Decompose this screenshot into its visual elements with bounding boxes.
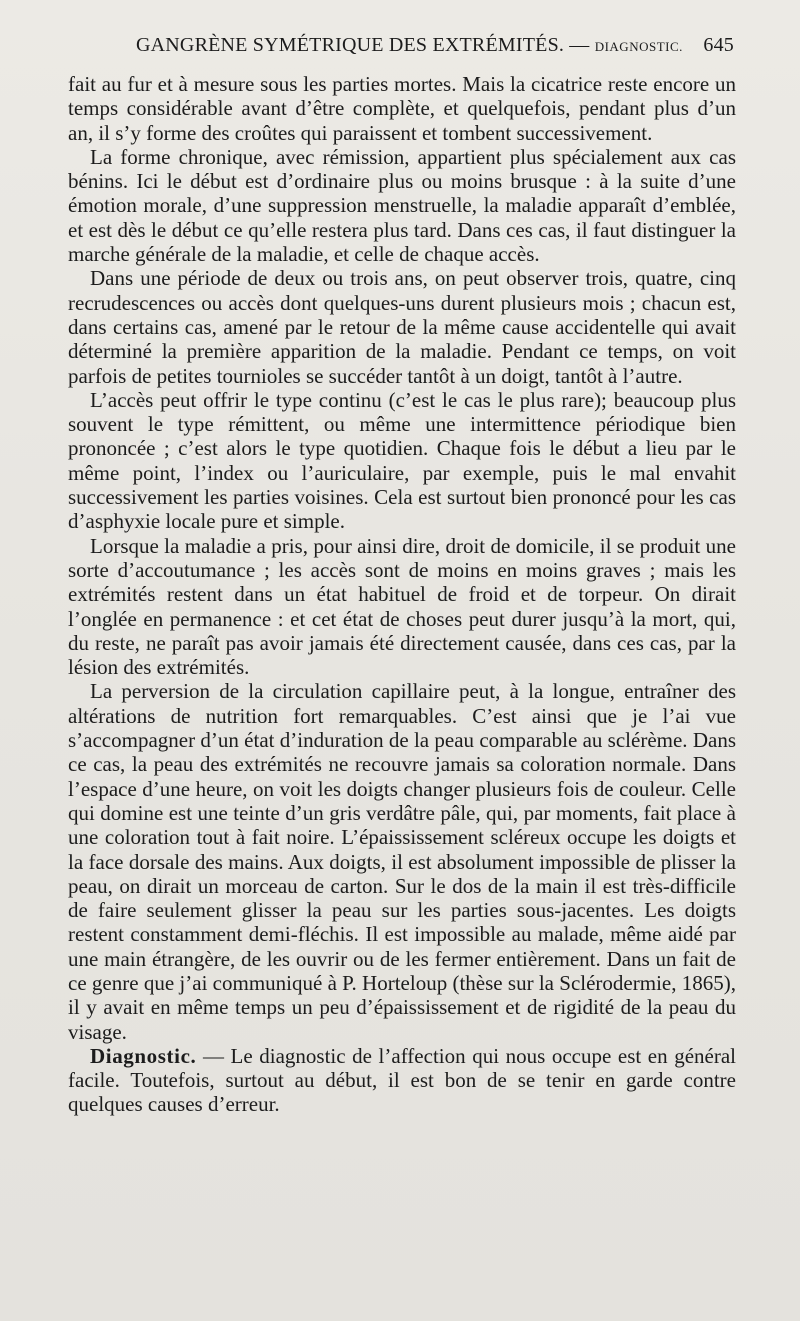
page-number: 645 [703, 34, 734, 56]
running-title-section: DIAGNOSTIC. [594, 39, 683, 54]
running-title-main: GANGRÈNE SYMÉTRIQUE DES EXTRÉMITÉS. — [136, 34, 595, 56]
paragraph-chronic-form: La forme chronique, avec rémission, appartient plus spécialement aux cas bénins. Ici le début est d’ordinaire plus ou moins brusque : à la suite d’une émotion morale, d’une suppression menstruelle, la maladie apparaît d’emblée, et est dès le début ce qu’elle restera plus tard. Dans ces cas, il faut distinguer la marche générale de la maladie, et celle de chaque accès. [68, 144, 736, 267]
paragraph-period: Dans une période de deux ou trois ans, on peut observer trois, quatre, cinq recrudescences ou accès dont quelques-uns durent plusieurs mois ; chacun est, dans certains cas, amené par le retour de la même cause accidentelle qui avait déterminé la première apparition de la maladie. Pendant ce temps, on voit parfois de petites tournioles se succéder tantôt à un doigt, tantôt à l’autre. [68, 266, 736, 388]
paragraph-continuation: fait au fur et à mesure sous les parties mortes. Mais la cicatrice reste encore un temps considérable avant d’être complète, et quelquefois, pendant plus d’un an, il s’y forme des croûtes qui paraissent et tombent successivement. [68, 72, 736, 145]
paragraph-diagnostic [68, 1044, 736, 1117]
diagnostic-text: — Le diagnostic de l’affection qui nous occupe est en général facile. Toutefois, surtout au début, il est bon de se tenir en garde contre quelques causes d’erreur. [68, 1043, 736, 1117]
running-title [136, 34, 683, 57]
paragraph-accoutumance: Lorsque la maladie a pris, pour ainsi dire, droit de domicile, il se produit une sorte d’accoutumance ; les accès sont de moins en moins graves ; mais les extrémités restent dans un état habituel de froid et de torpeur. On dirait l’onglée en permanence : et cet état de choses peut durer jusqu’à la mort, qui, du reste, ne paraît pas avoir jamais été directement causée, dans ces cas, par la lésion des extrémités. [68, 533, 736, 680]
diagnostic-heading: Diagnostic. [90, 1043, 197, 1068]
paragraph-access-type: L’accès peut offrir le type continu (c’est le cas le plus rare); beaucoup plus souvent le type rémittent, ou même une intermittence périodique bien prononcée ; c’est alors le type quotidien. Chaque fois le début a lieu par le même point, l’index ou l’auriculaire, par exemple, puis le mal envahit successivement les parties voisines. Cela est surtout bien prononcé pour les cas d’asphyxie locale pure et simple. [68, 387, 736, 534]
body-text [68, 72, 736, 1117]
running-header [136, 34, 734, 64]
paragraph-perversion: La perversion de la circulation capillaire peut, à la longue, entraîner des altérations de nutrition fort remarquables. C’est ainsi que je l’ai vue s’accompagner d’un état d’induration de la peau comparable au sclérème. Dans ce cas, la peau des extrémités ne recouvre jamais sa coloration normale. Dans l’espace d’une heure, on voit les doigts changer plusieurs fois de couleur. Celle qui domine est une teinte d’un gris verdâtre pâle, qui, par moments, fait place à une coloration tout à fait noire. L’épaississement scléreux occupe les doigts et la face dorsale des mains. Aux doigts, il est absolument impossible de plisser la peau, on dirait un morceau de carton. Sur le dos de la main il est très-difficile de faire seulement glisser la peau sur les parties sous-jacentes. Les doigts restent constamment demi-fléchis. Il est impossible au malade, même aidé par une main étrangère, de les ouvrir ou de les fermer entièrement. Dans un fait de ce genre que j’ai communiqué à P. Horteloup (thèse sur la Sclérodermie, 1865), il y avait en même temps un peu d’épaississement et de rigidité de la peau du visage. [68, 679, 736, 1044]
